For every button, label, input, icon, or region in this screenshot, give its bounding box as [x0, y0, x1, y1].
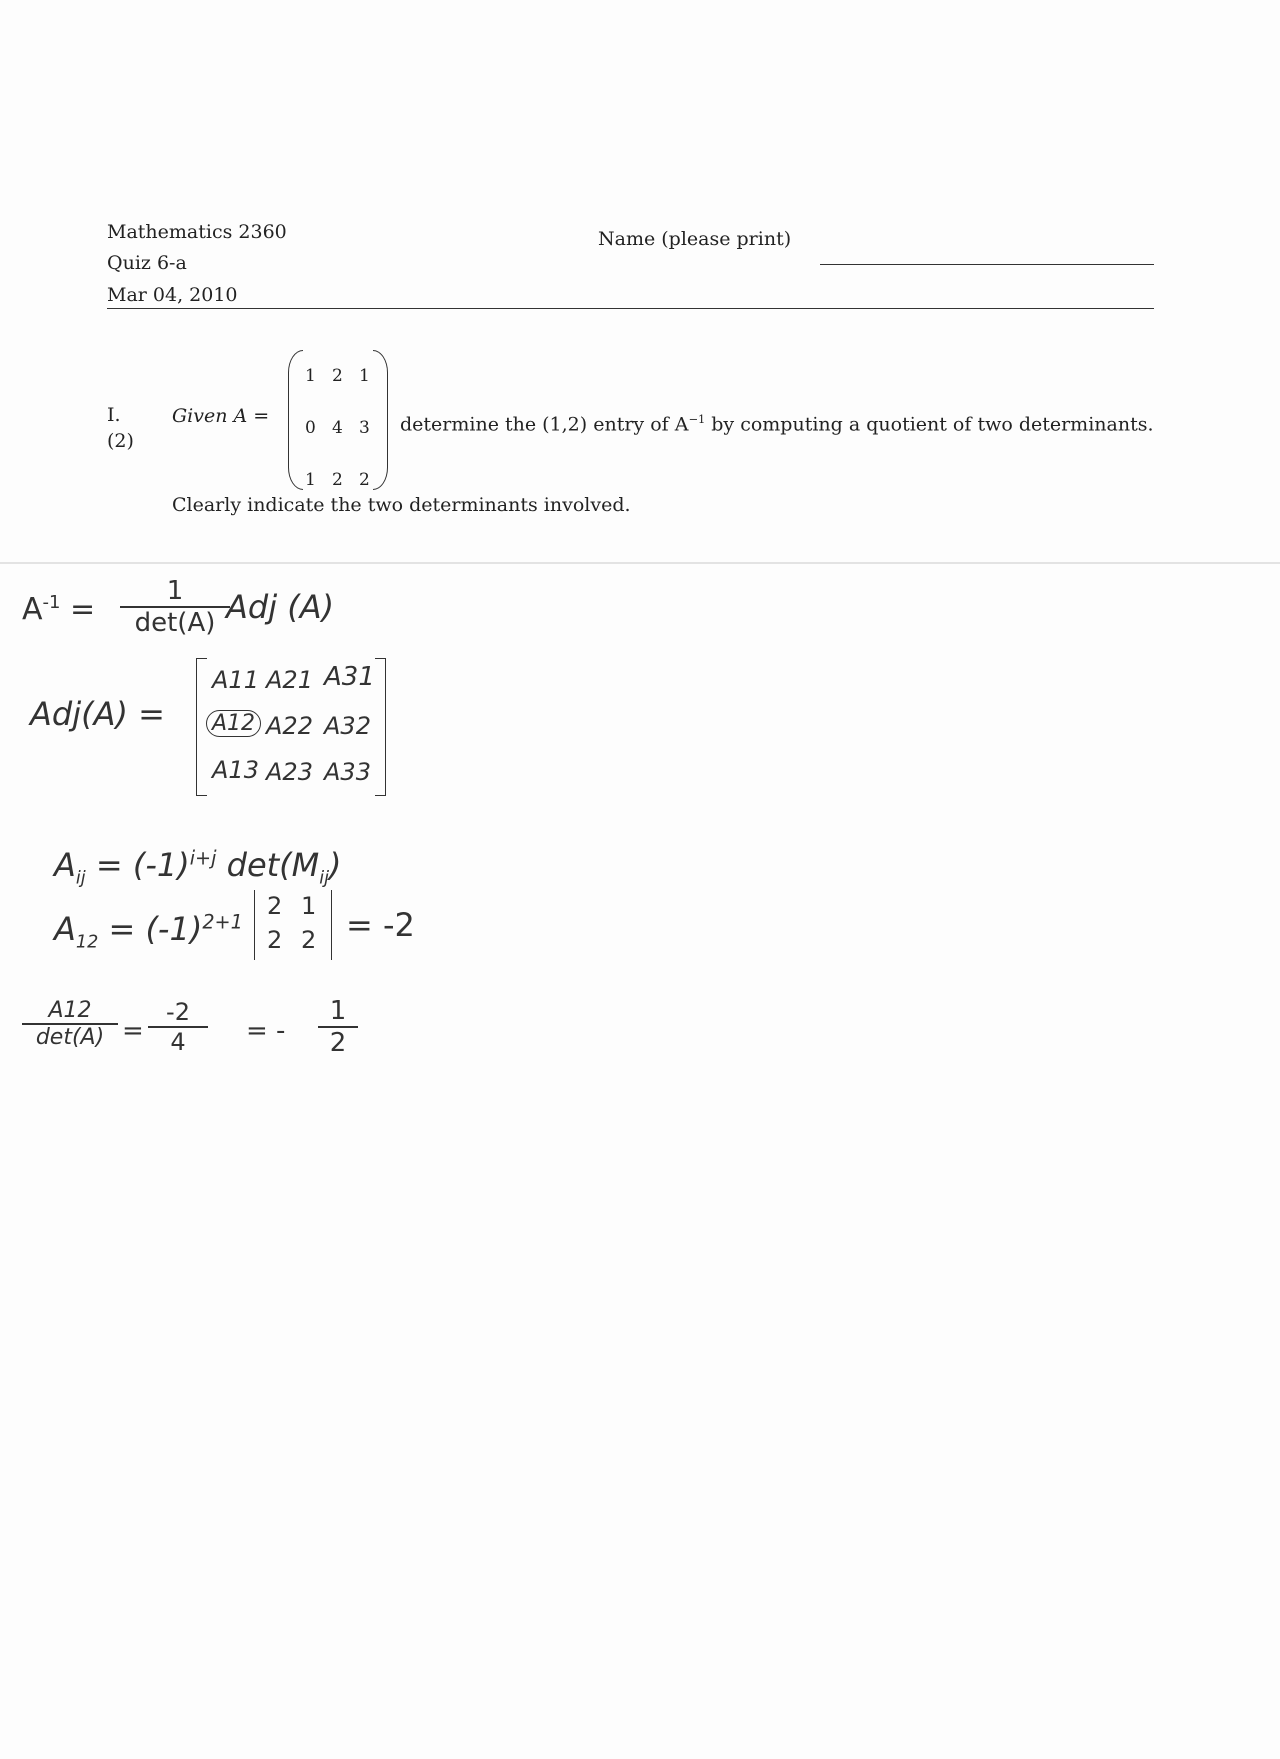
right-bracket [375, 658, 386, 796]
det-cell: 1 [301, 892, 317, 920]
adj-cell: A21 [266, 666, 313, 694]
matrix-cell: 1 [305, 366, 316, 386]
prompt-sup: −1 [688, 412, 706, 426]
final-equals-1: = [122, 1016, 144, 1046]
a-symbol: A [22, 592, 43, 627]
matrix-cell: 2 [332, 470, 343, 490]
cofactor-def-sub: ij [75, 868, 86, 889]
a12-symbol: A [54, 910, 76, 948]
final-fraction-2 [148, 998, 208, 1056]
matrix-a [288, 350, 388, 490]
adj-cell-circled: A12 [206, 710, 261, 737]
adj-a-term: Adj (A) [226, 588, 335, 626]
final-numerator-1: A12 [48, 998, 92, 1023]
matrix-cell: 4 [332, 418, 343, 438]
cofactor-def-sup: i+j [189, 846, 217, 870]
adj-cell: A13 [212, 756, 259, 784]
problem-points: (2) [107, 430, 134, 452]
matrix-cell: 1 [305, 470, 316, 490]
prompt-text-b: by computing a quotient of two determinants. [705, 413, 1154, 436]
final-numerator-3: 1 [329, 996, 347, 1026]
a12-sup: 2+1 [202, 910, 243, 934]
final-fraction-3 [318, 996, 358, 1058]
inverse-fraction [120, 576, 230, 638]
adj-cell: A33 [324, 758, 371, 786]
adj-cell: A22 [266, 712, 313, 740]
final-denominator-2: 4 [170, 1027, 186, 1056]
adj-cell: A32 [324, 712, 371, 740]
matrix-cell: 2 [332, 366, 343, 386]
det-cell: 2 [267, 926, 283, 954]
quiz-date: Mar 04, 2010 [107, 284, 238, 306]
left-bracket [196, 658, 207, 796]
course-title: Mathematics 2360 [107, 221, 287, 243]
a12-sign: = (-1) [108, 910, 203, 948]
det-cell: 2 [301, 926, 317, 954]
problem-prompt [400, 412, 1154, 435]
left-paren [288, 350, 303, 490]
a12-sub: 12 [75, 932, 99, 953]
cofactor-def-close: ) [329, 846, 342, 884]
matrix-cell: 2 [359, 470, 370, 490]
quiz-number: Quiz 6-a [107, 252, 187, 274]
cofactor-definition [54, 846, 342, 888]
matrix-cell: 0 [305, 418, 316, 438]
final-denominator-1: det(A) [35, 1024, 105, 1050]
cofactor-def-rhs: = (-1) [95, 846, 190, 884]
inverse-sup: -1 [42, 592, 61, 613]
given-label: Given A = [172, 405, 270, 427]
right-paren [373, 350, 388, 490]
fraction-denominator: det(A) [134, 607, 216, 638]
problem-number: I. [107, 404, 121, 426]
adj-label: Adj(A) = [30, 695, 165, 733]
equals-sign: = [70, 592, 96, 627]
adj-cell: A23 [266, 758, 313, 786]
matrix-cell: 3 [359, 418, 370, 438]
name-line [820, 264, 1154, 265]
adj-cell: A31 [324, 662, 375, 692]
final-fraction-1 [22, 998, 118, 1050]
a12-result: = -2 [346, 906, 415, 944]
prompt-text-a: determine the (1,2) entry of A [400, 413, 689, 436]
problem-instruction: Clearly indicate the two determinants involved. [172, 494, 631, 516]
matrix-cell: 1 [359, 366, 370, 386]
fraction-numerator: 1 [166, 576, 184, 606]
adjugate-matrix [196, 658, 386, 796]
cofactor-def-det: det(M [226, 846, 320, 884]
a12-expression [54, 910, 243, 952]
final-equals-2: = - [246, 1016, 286, 1046]
inverse-lhs [22, 592, 95, 627]
cofactor-def-det-sub: ij [319, 868, 330, 889]
adj-cell: A11 [212, 666, 259, 694]
det-cell: 2 [267, 892, 283, 920]
page-fold [0, 562, 1280, 564]
header-divider [107, 308, 1154, 309]
final-numerator-2: -2 [166, 998, 190, 1026]
name-label: Name (please print) [598, 228, 792, 250]
final-denominator-3: 2 [329, 1027, 347, 1058]
cofactor-def-lhs: A [54, 846, 76, 884]
minor-determinant [254, 890, 332, 960]
